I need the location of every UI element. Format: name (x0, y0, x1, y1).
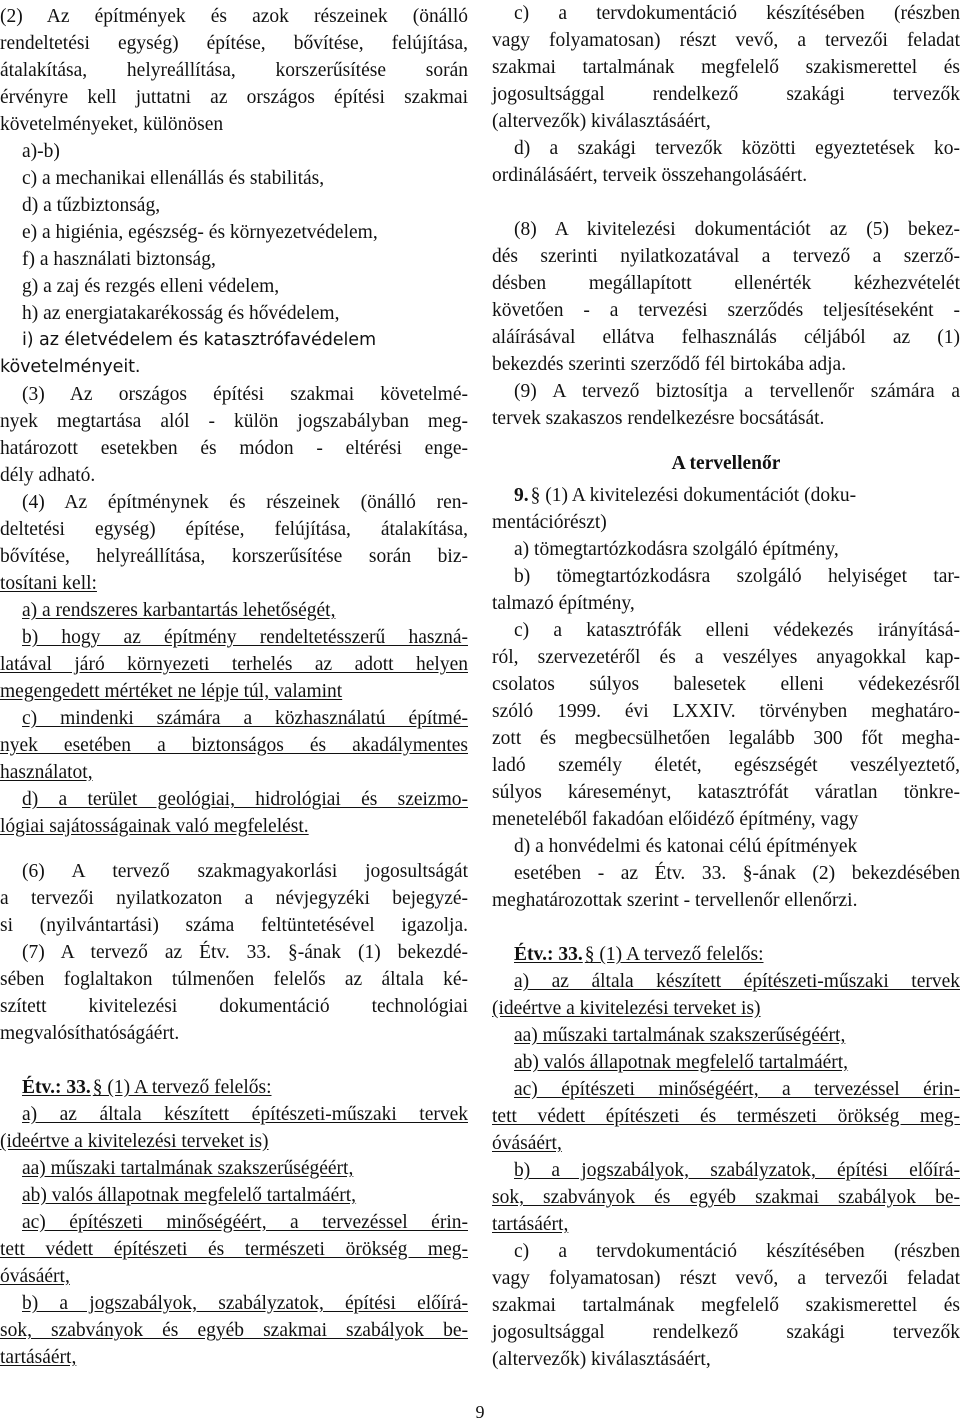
text-line: sok, szabványok és egyéb szakmai szabályok be- (0, 1320, 468, 1341)
text-line: b) hogy az építmény rendeltetésszerű haszná- (22, 627, 468, 648)
text-line: követelményeit. (0, 357, 141, 377)
text-line: b) tömegtartózkodásra szolgáló helyiséget tar- (514, 566, 960, 587)
text-line: csolatos súlyos balesetek elleni védekezésről (492, 674, 960, 695)
text-line: lógiai sajátosságainak való megfelelést. (0, 816, 309, 837)
text-line: d) a szakági tervezők közötti egyeztetések ko- (514, 138, 960, 159)
text-line: tervek szakaszos rendelkezésre bocsátását. (492, 408, 825, 429)
text-line: g) a zaj és rezgés elleni védelem, (22, 276, 280, 297)
text-line: tartásáért, (492, 1214, 569, 1235)
text-line: (3) Az országos építési szakmai követelmé- (22, 384, 468, 405)
text-line: 9. (514, 485, 529, 506)
text-line: tett védett építészeti és természeti örökség meg- (0, 1239, 468, 1260)
text-line: d) a terület geológiai, hidrológiai és szeizmo- (22, 789, 468, 810)
text-line: követelményeket, különösen (0, 114, 224, 135)
text-line: zott és megbecsülhetően legalább 300 főt megha- (492, 728, 960, 749)
text-line: ab) valós állapotnak megfelelő tartalmáért, (514, 1052, 849, 1073)
text-line: d) a tűzbiztonság, (22, 195, 161, 216)
text-line: dés szerinti nyilatkozatával a tervező a szerző- (492, 246, 960, 267)
text-line: nyek megtartása alól - külön jogszabályban meg- (0, 411, 468, 432)
text-line: használatot, (0, 762, 93, 783)
text-line: A tervellenőr (671, 453, 781, 474)
text-line: d) a honvédelmi és katonai célú építmények (514, 836, 858, 857)
text-line: jogosultsággal rendelkező szakági tervezők (492, 1322, 960, 1343)
text-line: (ideértve a kivitelezési terveket is) (492, 998, 761, 1019)
text-line: tett védett építészeti és természeti örökség meg- (492, 1106, 960, 1127)
text-line: a) az általa készített építészeti-műszaki tervek (514, 971, 960, 992)
text-line: rendeltetési egység) építése, bővítése, felújítása, (0, 33, 468, 54)
text-line: tosítani kell: (0, 573, 97, 594)
text-line: átalakítása, helyreállítása, korszerűsítése során (0, 60, 468, 81)
text-line: a) a rendszeres karbantartás lehetőségét, (22, 600, 336, 621)
text-line: követően - a tervezési szerződés teljesítéseként - (492, 300, 960, 321)
text-line: a tervezői nyilatkozaton a névjegyzéki bejegyzé- (0, 888, 468, 909)
text-line: Étv.: 33. (514, 944, 583, 965)
text-line: vagy folyamatosan) részt vevő, a tervezői feladat (492, 30, 960, 51)
text-line: (7) A tervező az Étv. 33. §-ának (1) bekezdé- (22, 942, 468, 963)
text-line: (ideértve a kivitelezési terveket is) (0, 1131, 269, 1152)
text-line: sében foglaltakon túlmenően felelős az általa ké- (0, 969, 468, 990)
text-line: f) a használati biztonság, (22, 249, 216, 270)
text-line: (9) A tervező biztosítja a tervellenőr számára a (514, 381, 960, 402)
text-line: jogosultsággal rendelkező szakági tervezők (492, 84, 960, 105)
text-line: (altervezők) kiválasztásáért, (492, 1349, 711, 1370)
text-line: b) a jogszabályok, szabályzatok, építési előírá- (514, 1160, 960, 1181)
text-line: ról, szervezetéről és a veszélyes anyagokkal kap- (492, 647, 960, 668)
text-line: ladó személy életét, egészségét veszélyeztető, (492, 755, 960, 776)
text-line: (4) Az építménynek és részeinek (önálló ren- (22, 492, 468, 513)
text-line: szakmai tartalmának megfelelő szakismerettel és (492, 1295, 960, 1316)
text-line: c) mindenki számára a közhasználatú építmé- (22, 708, 468, 729)
text-line: c) a tervdokumentáció készítésében (részben (514, 1241, 960, 1262)
text-line: désben megállapított ellenérték kézhezvételét (492, 273, 960, 294)
text-line: meneteléből fakadóan előidéző építmény, vagy (492, 809, 859, 830)
text-line: § (1) A kivitelezési dokumentációt (doku- (530, 485, 857, 506)
text-line: szakmai tartalmának megfelelő szakismerettel és (492, 57, 960, 78)
text-line: mentációrészt) (492, 512, 607, 533)
text-line: (8) A kivitelezési dokumentációt az (5) bekez- (514, 219, 960, 240)
text-line: (altervezők) kiválasztásáért, (492, 111, 711, 132)
text-line: § (1) A tervező felelős: (584, 944, 764, 965)
text-line: meghatározottak szerint - tervellenőr ellenőrzi. (492, 890, 858, 911)
text-line: a) tömegtartózkodásra szolgáló építmény, (514, 539, 839, 560)
text-line: megvalósíthatóságáért. (0, 1023, 180, 1044)
text-line: talmazó építmény, (492, 593, 635, 614)
text-line: ab) valós állapotnak megfelelő tartalmáért, (22, 1185, 357, 1206)
text-line: érvényre kell juttatni az országos építési szakmai (0, 87, 468, 108)
text-line: megengedett mértéket ne lépje túl, valamint (0, 681, 343, 702)
text-line: h) az energiatakarékosság és hővédelem, (22, 303, 340, 324)
text-line: bővítése, helyreállítása, korszerűsítése során biz- (0, 546, 468, 567)
text-line: óvásáért, (0, 1266, 70, 1287)
text-line: nyek esetében a biztonságos és akadálymentes (0, 735, 468, 756)
text-line: aláírásával ellátva felhasználás céljából az (1) (492, 327, 960, 348)
text-line: (6) A tervező szakmagyakorlási jogosultságát (22, 861, 468, 882)
text-line: b) a jogszabályok, szabályzatok, építési előírá- (22, 1293, 468, 1314)
text-line: óvásáért, (492, 1133, 562, 1154)
text-line: vagy folyamatosan) részt vevő, a tervezői feladat (492, 1268, 960, 1289)
text-line: aa) műszaki tartalmának szakszerűségéért, (22, 1158, 354, 1179)
text-line: si (nyilvántartási) száma feltüntetésével igazolja. (0, 915, 468, 936)
text-line: dély adható. (0, 465, 96, 486)
text-line: bekezdés szerinti szerződő fél birtokába adja. (492, 354, 847, 375)
text-line: súlyos káreseményt, katasztrófát váratlan tönkre- (492, 782, 960, 803)
text-line: c) a tervdokumentáció készítésében (részben (514, 3, 960, 24)
text-line: esetében - az Étv. 33. §-ának (2) bekezdésében (514, 863, 960, 884)
text-line: aa) műszaki tartalmának szakszerűségéért, (514, 1025, 846, 1046)
page-number: 9 (475, 1402, 485, 1422)
text-line: ordinálásáért, terveik összehangolásáért. (492, 165, 808, 186)
text-line: határozott esetekben és módon - eltérési enge- (0, 438, 468, 459)
text-line: c) a mechanikai ellenállás és stabilitás, (22, 168, 325, 189)
text-line: ac) építészeti minőségéért, a tervezéssel érin- (22, 1212, 468, 1233)
text-line: ac) építészeti minőségéért, a tervezéssel érin- (514, 1079, 960, 1100)
text-line: sok, szabványok és egyéb szakmai szabályok be- (492, 1187, 960, 1208)
text-line: § (1) A tervező felelős: (92, 1077, 272, 1098)
text-line: deltetési egység) építése, felújítása, átalakítása, (0, 519, 468, 540)
text-line: e) a higiénia, egészség- és környezetvédelem, (22, 222, 378, 243)
text-line: szített kivitelezési dokumentáció technológiai (0, 996, 468, 1017)
text-line: a)-b) (22, 141, 60, 162)
text-line: i) az életvédelem és katasztrófavédelem (22, 330, 377, 350)
text-line: latával járó környezeti terhelés az adott helyen (0, 654, 468, 675)
text-line: (2) Az építmények és azok részeinek (önálló (0, 6, 468, 27)
text-line: a) az általa készített építészeti-műszaki tervek (22, 1104, 468, 1125)
text-line: c) a katasztrófák elleni védekezés irányításá- (514, 620, 960, 641)
text-line: tartásáért, (0, 1347, 77, 1368)
text-line: Étv.: 33. (22, 1077, 91, 1098)
text-line: szóló 1999. évi LXXIV. törvényben meghatáro- (492, 701, 960, 722)
